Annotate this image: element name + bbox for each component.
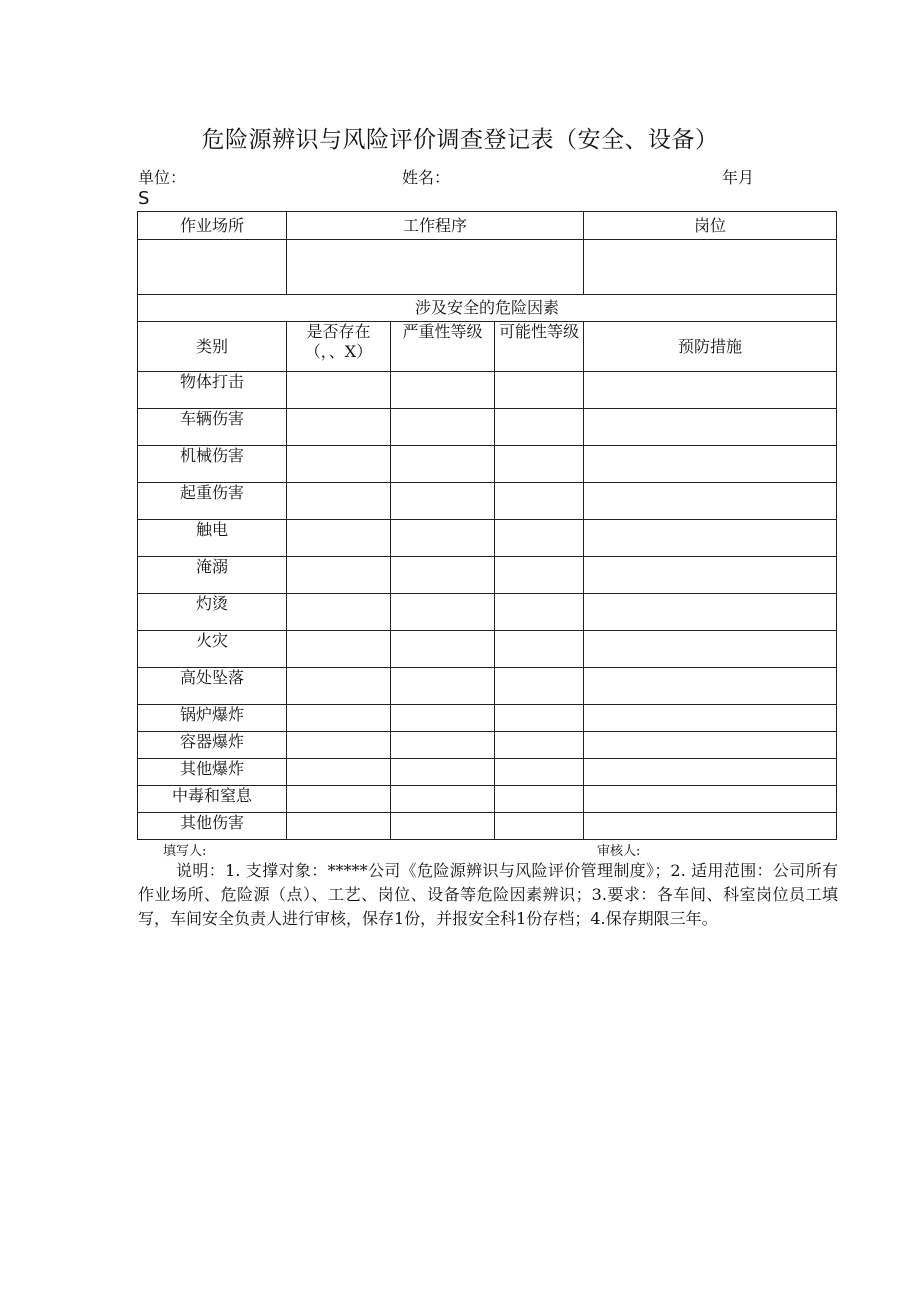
date-label: 年月	[722, 168, 755, 187]
severity-cell[interactable]	[391, 759, 495, 786]
likelihood-cell[interactable]	[495, 759, 584, 786]
exists-cell[interactable]	[287, 786, 391, 813]
exists-cell[interactable]	[287, 732, 391, 759]
likelihood-cell[interactable]	[495, 446, 584, 483]
procedure-header: 工作程序	[287, 212, 584, 240]
page-title: 危险源辨识与风险评价调查登记表（安全、设备）	[201, 127, 719, 153]
measures-cell[interactable]	[584, 759, 837, 786]
severity-cell[interactable]	[391, 668, 495, 705]
likelihood-cell[interactable]	[495, 372, 584, 409]
stray-mark: S	[138, 188, 150, 209]
measures-cell[interactable]	[584, 732, 837, 759]
severity-cell[interactable]	[391, 520, 495, 557]
measures-header: 预防措施	[584, 322, 837, 372]
header-input-row	[138, 240, 837, 295]
hazard-category-label: 高处坠落	[138, 668, 287, 705]
hazard-category-label: 锅炉爆炸	[138, 705, 287, 732]
likelihood-cell[interactable]	[495, 668, 584, 705]
hazard-row	[138, 813, 837, 840]
severity-cell[interactable]	[391, 813, 495, 840]
column-header-row	[138, 322, 837, 372]
measures-cell[interactable]	[584, 813, 837, 840]
exists-cell[interactable]	[287, 483, 391, 520]
measures-cell[interactable]	[584, 520, 837, 557]
likelihood-cell[interactable]	[495, 631, 584, 668]
hazard-rows	[138, 372, 837, 840]
severity-cell[interactable]	[391, 631, 495, 668]
unit-label: 单位：	[138, 168, 187, 187]
hazard-row	[138, 594, 837, 631]
hazard-category-label: 容器爆炸	[138, 732, 287, 759]
hazard-row	[138, 557, 837, 594]
hazard-category-label: 车辆伤害	[138, 409, 287, 446]
hazard-row	[138, 732, 837, 759]
hazard-category-label: 火灾	[138, 631, 287, 668]
hazard-category-label: 物体打击	[138, 372, 287, 409]
severity-cell[interactable]	[391, 732, 495, 759]
severity-cell[interactable]	[391, 594, 495, 631]
measures-cell[interactable]	[584, 483, 837, 520]
hazard-category-label: 起重伤害	[138, 483, 287, 520]
hazard-row	[138, 668, 837, 705]
filler-label: 填写人:	[163, 844, 207, 859]
hazard-category-label: 其他爆炸	[138, 759, 287, 786]
severity-header: 严重性等级	[391, 322, 495, 372]
hazard-row	[138, 520, 837, 557]
hazard-category-label: 触电	[138, 520, 287, 557]
section-title: 涉及安全的危险因素	[138, 295, 837, 322]
likelihood-cell[interactable]	[495, 705, 584, 732]
measures-cell[interactable]	[584, 409, 837, 446]
exists-cell[interactable]	[287, 557, 391, 594]
hazard-row	[138, 786, 837, 813]
exists-cell[interactable]	[287, 409, 391, 446]
exists-cell[interactable]	[287, 668, 391, 705]
severity-cell[interactable]	[391, 786, 495, 813]
severity-cell[interactable]	[391, 446, 495, 483]
exists-cell[interactable]	[287, 446, 391, 483]
likelihood-cell[interactable]	[495, 786, 584, 813]
measures-cell[interactable]	[584, 446, 837, 483]
section-row	[138, 295, 837, 322]
exists-cell[interactable]	[287, 813, 391, 840]
likelihood-header: 可能性等级	[495, 322, 584, 372]
severity-cell[interactable]	[391, 372, 495, 409]
category-header: 类别	[138, 322, 287, 372]
hazard-category-label: 机械伤害	[138, 446, 287, 483]
notes-paragraph: 说明：1. 支撑对象：*****公司《危险源辨识与风险评价管理制度》；2. 适用范围：公司所有作业场所、危险源（点）、工艺、岗位、设备等危险因素辨识；3.要求：各车间、科室岗位员工填写，车间安全负责人进行审核，保存1份，并报安全科1份存档；4.保存期限三年。	[138, 861, 838, 928]
procedure-cell[interactable]	[287, 240, 584, 295]
measures-cell[interactable]	[584, 557, 837, 594]
severity-cell[interactable]	[391, 705, 495, 732]
likelihood-cell[interactable]	[495, 483, 584, 520]
hazard-row	[138, 372, 837, 409]
hazard-row	[138, 705, 837, 732]
measures-cell[interactable]	[584, 668, 837, 705]
exists-cell[interactable]	[287, 520, 391, 557]
likelihood-cell[interactable]	[495, 732, 584, 759]
likelihood-cell[interactable]	[495, 409, 584, 446]
hazard-row	[138, 631, 837, 668]
hazard-category-label: 中毒和窒息	[138, 786, 287, 813]
hazard-row	[138, 446, 837, 483]
exists-header: 是否存在（，、X）	[287, 322, 391, 372]
header-row	[138, 212, 837, 240]
likelihood-cell[interactable]	[495, 557, 584, 594]
exists-cell[interactable]	[287, 594, 391, 631]
severity-cell[interactable]	[391, 483, 495, 520]
measures-cell[interactable]	[584, 594, 837, 631]
hazard-category-label: 淹溺	[138, 557, 287, 594]
measures-cell[interactable]	[584, 372, 837, 409]
workplace-header: 作业场所	[138, 212, 287, 240]
measures-cell[interactable]	[584, 786, 837, 813]
name-label: 姓名：	[402, 168, 451, 187]
workplace-cell[interactable]	[138, 240, 287, 295]
likelihood-cell[interactable]	[495, 594, 584, 631]
exists-cell[interactable]	[287, 759, 391, 786]
hazard-row	[138, 483, 837, 520]
hazard-category-label: 灼烫	[138, 594, 287, 631]
hazard-category-label: 其他伤害	[138, 813, 287, 840]
measures-cell[interactable]	[584, 705, 837, 732]
exists-cell[interactable]	[287, 631, 391, 668]
measures-cell[interactable]	[584, 631, 837, 668]
likelihood-cell[interactable]	[495, 813, 584, 840]
exists-cell[interactable]	[287, 372, 391, 409]
hazard-register-table	[137, 211, 837, 840]
reviewer-label: 审核人:	[597, 844, 641, 859]
position-cell[interactable]	[584, 240, 837, 295]
severity-cell[interactable]	[391, 409, 495, 446]
hazard-row	[138, 759, 837, 786]
exists-cell[interactable]	[287, 705, 391, 732]
hazard-row	[138, 409, 837, 446]
likelihood-cell[interactable]	[495, 520, 584, 557]
severity-cell[interactable]	[391, 557, 495, 594]
position-header: 岗位	[584, 212, 837, 240]
